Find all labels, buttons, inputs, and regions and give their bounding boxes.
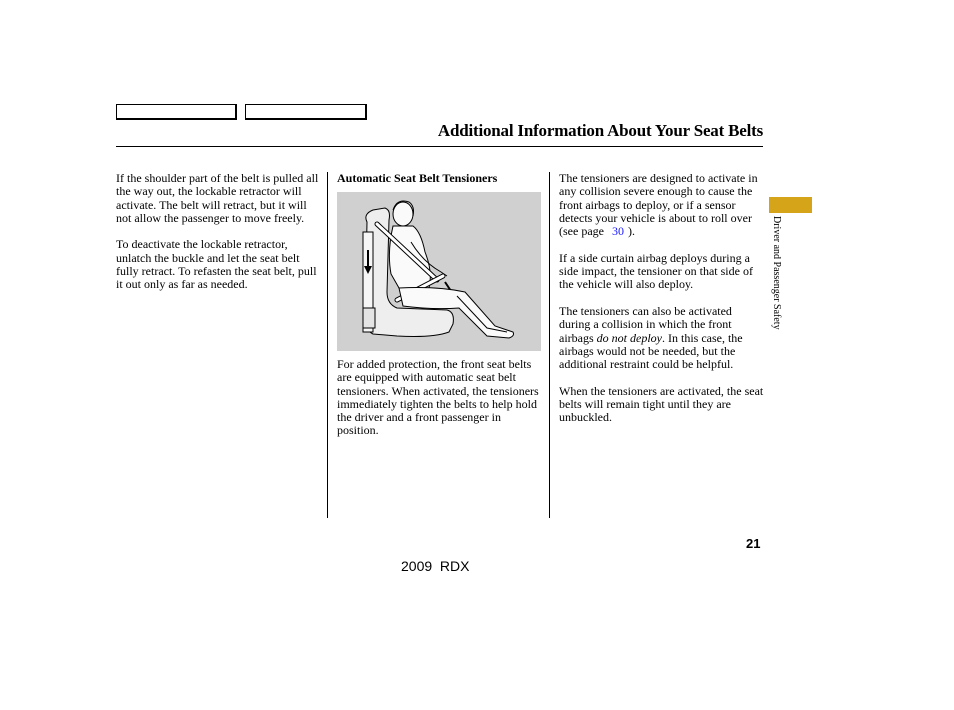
nav-button-next[interactable]: [245, 104, 367, 120]
paragraph: To deactivate the lockable retractor, unlatch the buckle and let the seat belt fully retract. To refasten the seat belt, pull it out only as far as needed.: [116, 237, 317, 292]
seated-passenger-icon: [337, 192, 541, 351]
column-divider: [549, 172, 550, 518]
header-rule: [116, 146, 763, 147]
page-number: 21: [746, 536, 761, 551]
paragraph: When the tensioners are activated, the seat belts will remain tight until they are unbuckled.: [559, 383, 764, 425]
emphasis-text: do not deploy: [596, 330, 662, 345]
column-2: [337, 358, 542, 451]
paragraph: [559, 172, 764, 238]
paragraph: If the shoulder part of the belt is pulled all the way out, the lockable retractor will activate. The belt will retract, but it will not allow the passenger to move freely.: [116, 171, 319, 225]
paragraph: For added protection, the front seat belts are equipped with automatic seat belt tensioners. When activated, the tensioners immediately tighten the belts to help hold the driver and a front passenger in position.: [337, 357, 539, 438]
footer-model: 2009 RDX: [401, 558, 470, 574]
section-heading: Automatic Seat Belt Tensioners: [337, 171, 498, 185]
paragraph-text: . In this case, the airbags would not be needed, but the additional restraint could be helpful.: [559, 330, 743, 372]
paragraph: If a side curtain airbag deploys during a side impact, the tensioner on that side of the vehicle will also deploy.: [559, 250, 753, 292]
page-reference-link[interactable]: 30: [611, 224, 624, 239]
section-label: Driver and Passenger Safety: [771, 216, 782, 330]
column-3: [559, 172, 764, 438]
page-title: Additional Information About Your Seat Belts: [437, 121, 763, 140]
nav-button-prev[interactable]: [116, 104, 237, 120]
paragraph: [559, 305, 764, 371]
seat-belt-tensioner-illustration: [337, 192, 541, 351]
column-1: [116, 172, 320, 305]
paragraph-text: The tensioners are designed to activate in any collision severe enough to cause the front airbags to deploy, or if a sensor detects your vehicle is about to roll over (see page: [559, 171, 758, 239]
paragraph-text: ).: [627, 224, 635, 239]
section-tab[interactable]: [769, 197, 812, 213]
paragraph-text: The tensioners can also be activated during a collision in which the front airbags: [559, 303, 732, 345]
column-divider: [327, 172, 328, 518]
